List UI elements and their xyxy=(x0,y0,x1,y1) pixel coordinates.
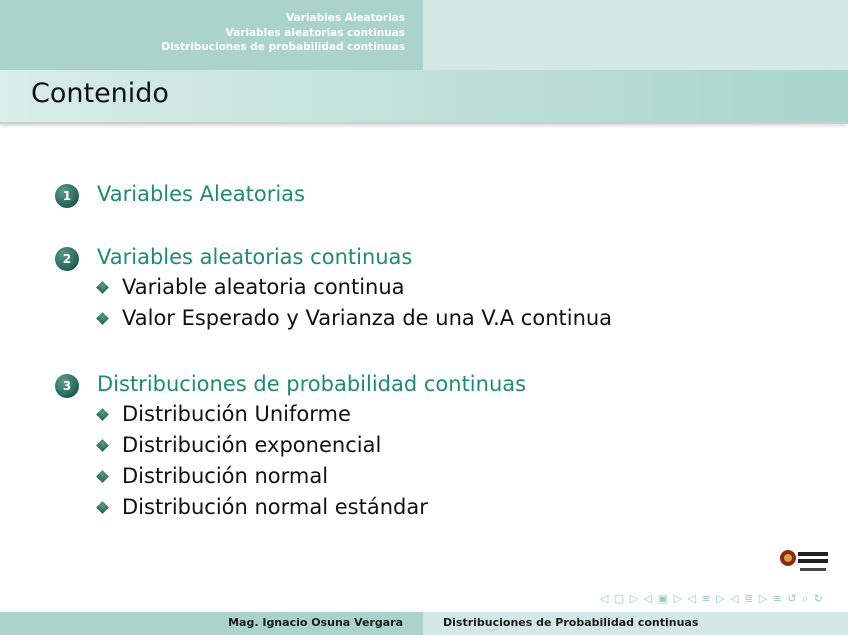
nav-link-section-2[interactable]: Variables aleatorias continuas xyxy=(225,26,405,39)
toc-subsection-title[interactable]: Distribución exponencial xyxy=(122,433,382,457)
footer-left-panel xyxy=(0,612,423,635)
footer-short-title: Distribuciones de Probabilidad continuas xyxy=(443,616,699,629)
toc-subsection-title[interactable]: Distribución Uniforme xyxy=(122,402,351,426)
bullet-icon xyxy=(96,439,109,452)
frame-title: Contenido xyxy=(31,78,169,109)
university-seal-logo xyxy=(778,544,834,578)
bullet-icon xyxy=(96,312,109,325)
toc-section-title[interactable]: Variables Aleatorias xyxy=(97,182,305,206)
toc-section-title[interactable]: Distribuciones de probabilidad continuas xyxy=(97,372,527,396)
section-number-badge: 3 xyxy=(55,374,79,398)
toc-subsection-title[interactable]: Variable aleatoria continua xyxy=(122,275,405,299)
section-navigation xyxy=(161,11,405,55)
bullet-icon xyxy=(96,408,109,421)
bullet-icon xyxy=(96,470,109,483)
beamer-navigation-controls[interactable]: ◁ ▢ ▷ ◁ ▣ ▷ ◁ ≡ ▷ ◁ ≣ ▷ ≡ ↺ ⌕ ↻ xyxy=(599,592,824,605)
header-right-panel xyxy=(423,0,848,70)
footer-right-panel xyxy=(423,612,848,635)
toc-subsection-title[interactable]: Distribución normal estándar xyxy=(122,495,428,519)
bullet-icon xyxy=(96,501,109,514)
toc-subsection-title[interactable]: Distribución normal xyxy=(122,464,329,488)
toc-section-title[interactable]: Variables aleatorias continuas xyxy=(97,245,413,269)
toc-subsection-title[interactable]: Valor Esperado y Varianza de una V.A continua xyxy=(122,306,613,330)
section-number-badge: 2 xyxy=(55,247,79,271)
footer-bar xyxy=(0,612,848,635)
section-number-badge: 1 xyxy=(55,184,79,208)
header-bar xyxy=(0,0,848,70)
footer-author: Mag. Ignacio Osuna Vergara xyxy=(228,616,403,629)
bullet-icon xyxy=(96,281,109,294)
nav-link-section-3[interactable]: Distribuciones de probabilidad continuas xyxy=(161,41,405,53)
nav-link-section-1[interactable]: Variables Aleatorias xyxy=(286,12,405,24)
